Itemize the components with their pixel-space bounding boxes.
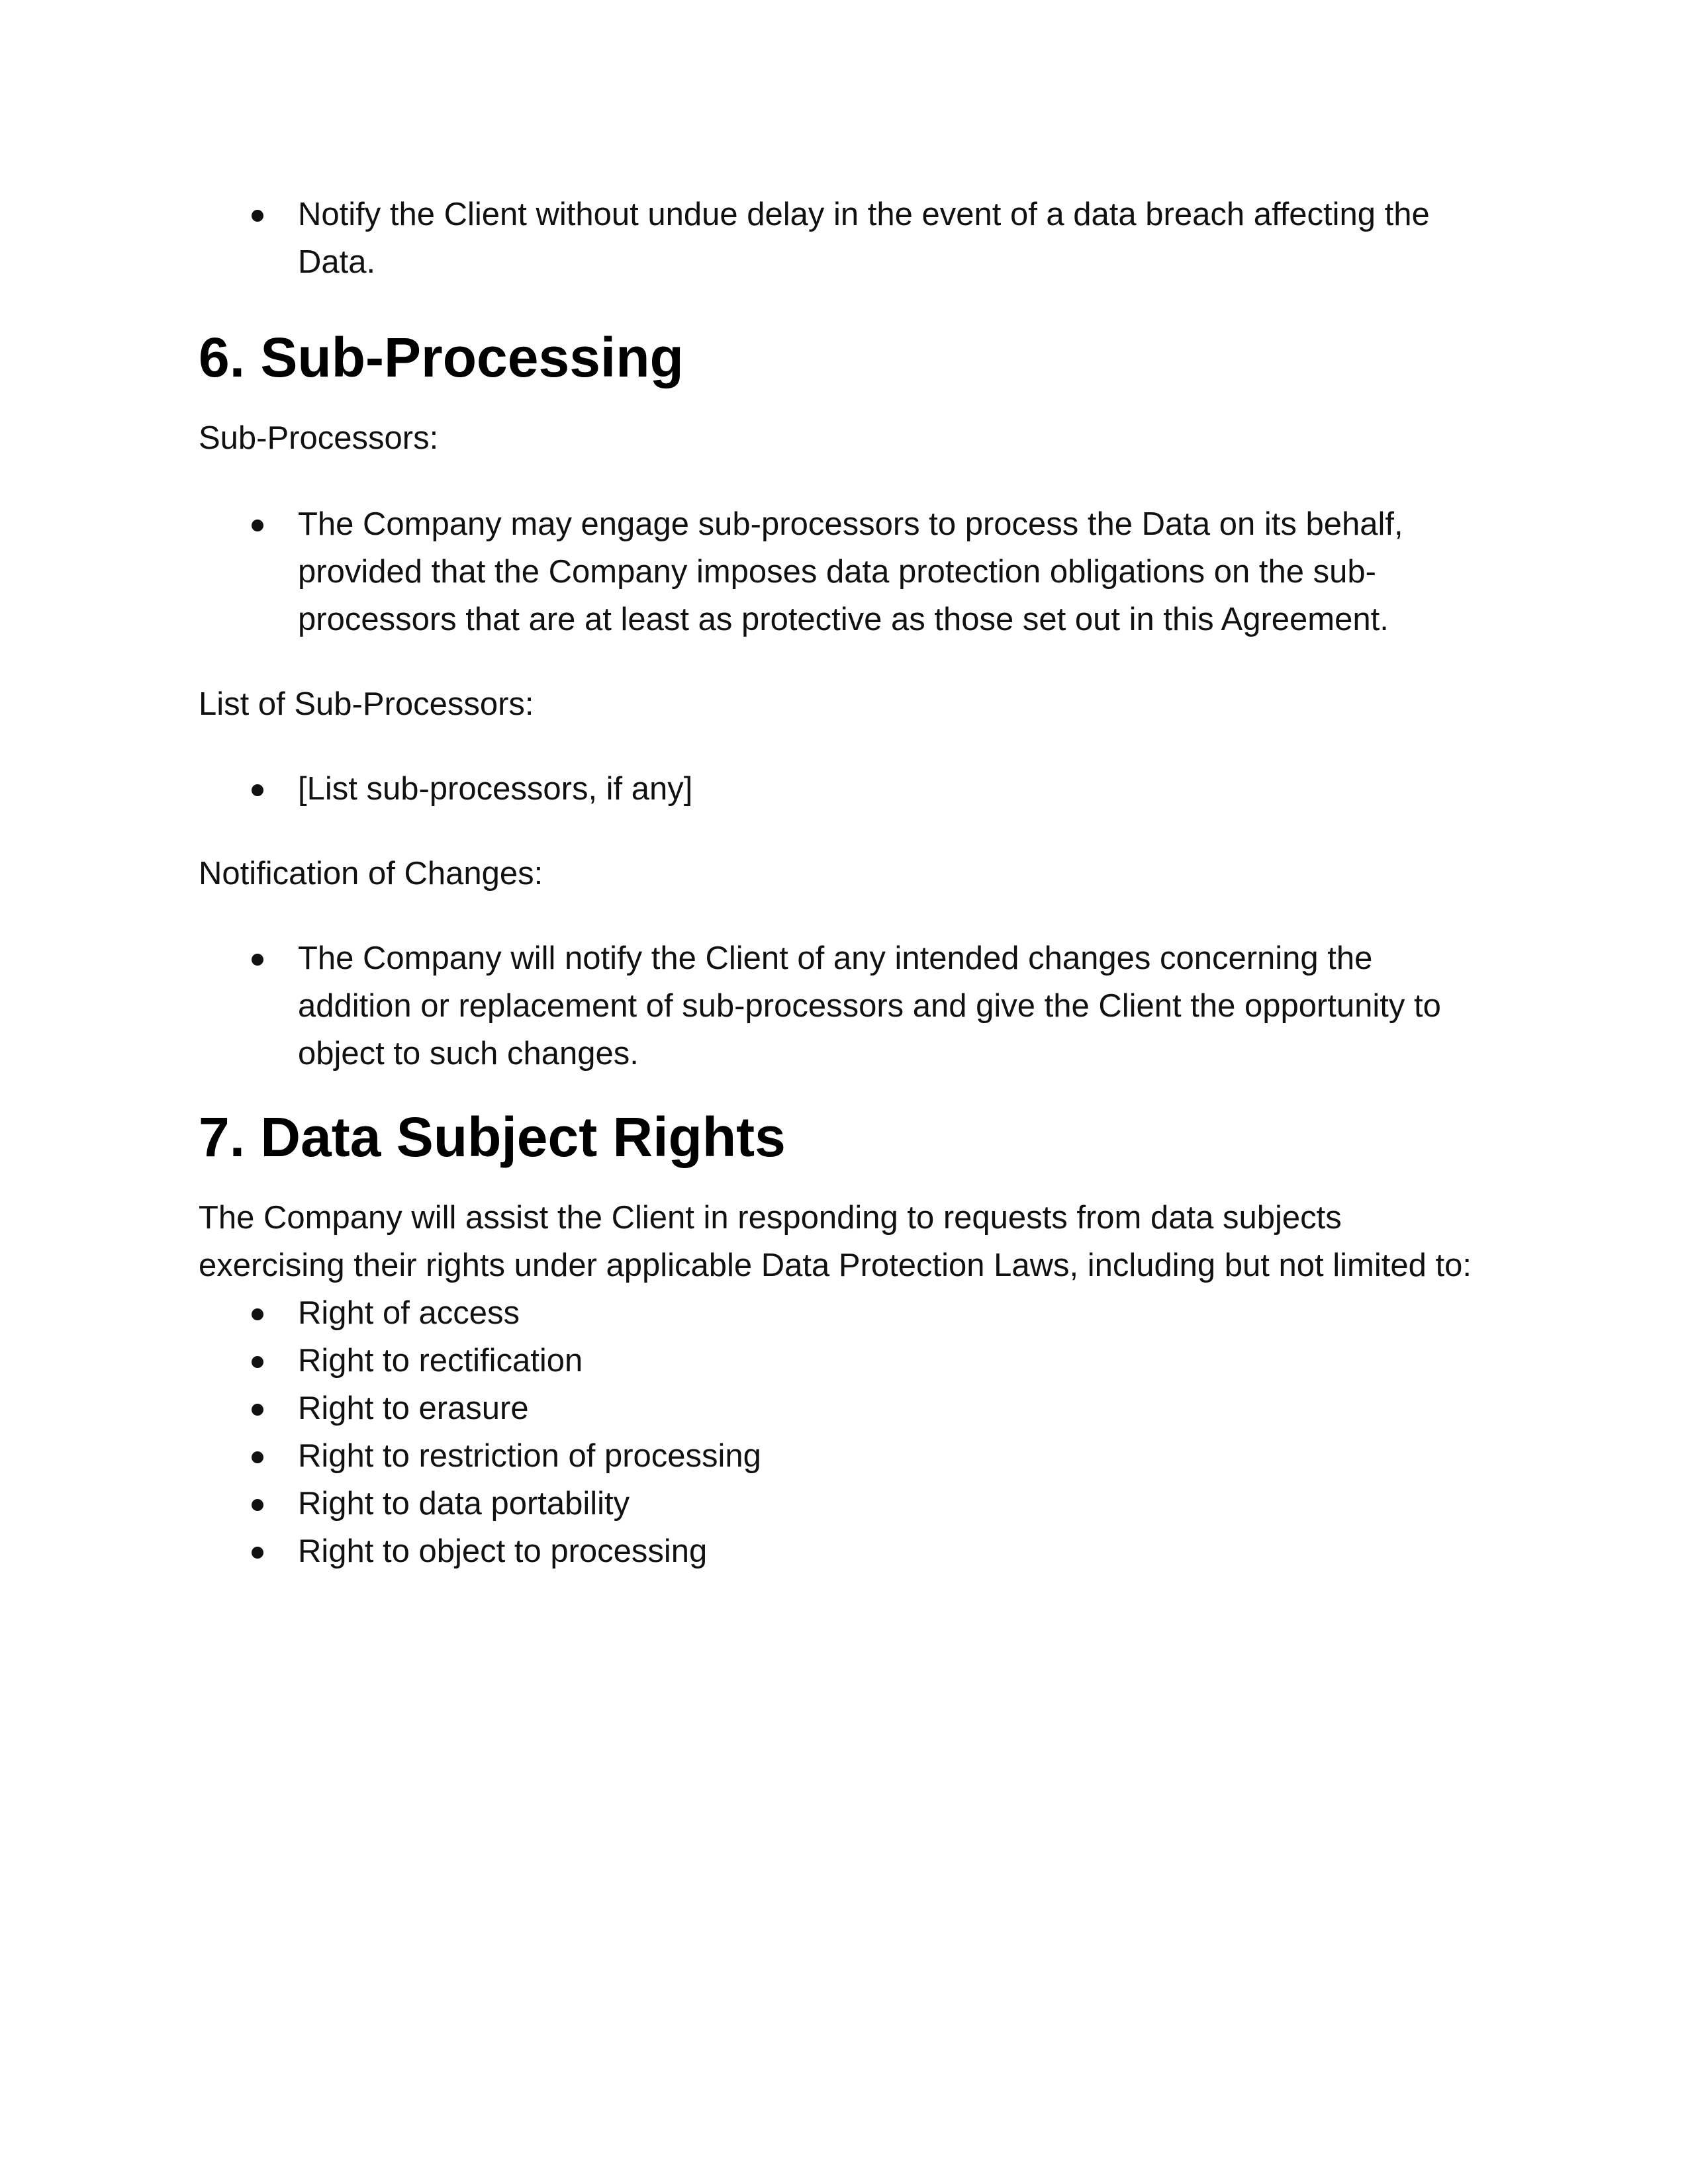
list-item-text: The Company may engage sub-processors to process the Data on its behalf, provided that the Company imposes data protection obligations on the sub-processors that are at least as protective as those set out in this Agreement.: [298, 506, 1403, 637]
document-page: [199, 191, 1489, 1575]
list-item-text: [List sub-processors, if any]: [298, 771, 693, 807]
subprocessors-label: Sub-Processors:: [199, 420, 439, 456]
bullet-icon: [252, 1547, 263, 1559]
list-item: [199, 1480, 1489, 1527]
bullet-icon: [252, 1308, 263, 1320]
section-7-intro: The Company will assist the Client in responding to requests from data subjects exercising their rights under applicable Data Protection Laws, including but not limited to:: [199, 1200, 1472, 1283]
list-item: [199, 1289, 1489, 1337]
bullet-icon: [252, 1451, 263, 1463]
list-item: [199, 934, 1489, 1077]
list-item-text: Right to restriction of processing: [298, 1438, 761, 1474]
list-item-text: Right to rectification: [298, 1343, 583, 1379]
list-item: [199, 1385, 1489, 1432]
bullet-icon: [252, 520, 263, 531]
list-item-text: Right to erasure: [298, 1390, 529, 1426]
list-item: [199, 765, 1489, 813]
bullet-icon: [252, 210, 263, 222]
list-item: [199, 1337, 1489, 1385]
subprocessors-list: [199, 500, 1489, 643]
list-item-text: Right of access: [298, 1295, 520, 1331]
list-item: [199, 1432, 1489, 1480]
section-6-heading: 6. Sub-Processing: [199, 326, 684, 388]
subprocessors-placeholder-list: [199, 765, 1489, 813]
bullet-icon: [252, 784, 263, 796]
list-item: [199, 1527, 1489, 1575]
list-item: [199, 500, 1489, 643]
list-item-text: The Company will notify the Client of any intended changes concerning the addition or replacement of sub-processors and give the Client the opportunity to object to such changes.: [298, 940, 1441, 1071]
list-of-subprocessors-label: List of Sub-Processors:: [199, 686, 534, 722]
list-item-text: Right to object to processing: [298, 1533, 708, 1569]
list-item-text: Notify the Client without undue delay in the event of a data breach affecting the Data.: [298, 197, 1430, 280]
list-item-text: Right to data portability: [298, 1486, 630, 1522]
notification-list: [199, 934, 1489, 1077]
data-subject-rights-list: [199, 1289, 1489, 1575]
list-item: [199, 191, 1489, 286]
breach-notification-list: [199, 191, 1489, 286]
bullet-icon: [252, 1404, 263, 1416]
bullet-icon: [252, 954, 263, 966]
bullet-icon: [252, 1499, 263, 1511]
bullet-icon: [252, 1356, 263, 1368]
section-7-heading: 7. Data Subject Rights: [199, 1106, 786, 1168]
notification-label: Notification of Changes:: [199, 856, 543, 891]
